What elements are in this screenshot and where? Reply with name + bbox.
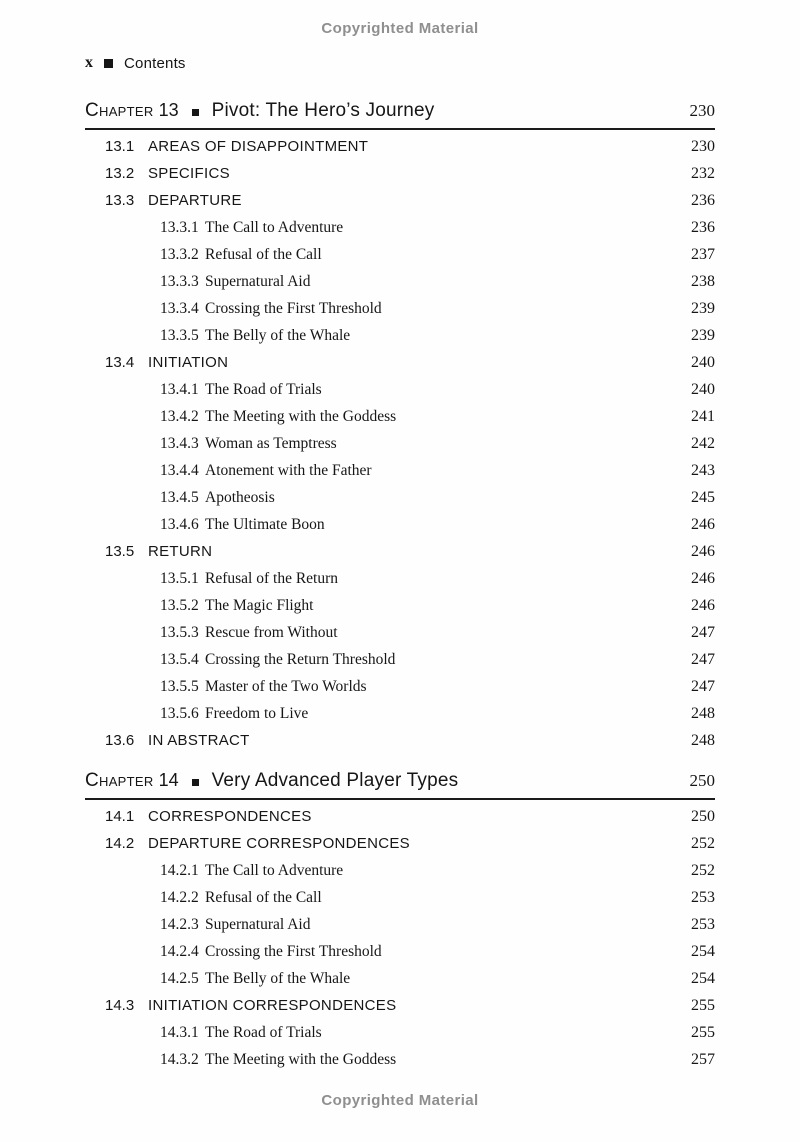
entry-title: The Meeting with the Goddess [205, 1050, 397, 1068]
entry-title: The Belly of the Whale [205, 969, 351, 987]
running-head-title: Contents [124, 54, 186, 72]
entry-title: The Belly of the Whale [205, 326, 351, 344]
entry-page-number: 252 [691, 861, 715, 879]
entry-title: INITIATION [148, 354, 229, 371]
toc-entry-row [85, 457, 715, 484]
chapter-heading-row [85, 100, 715, 124]
entry-page-number: 246 [691, 569, 715, 587]
entry-page-number: 246 [691, 515, 715, 533]
entry-number: 13.3 [105, 192, 135, 209]
entry-title: Freedom to Live [205, 704, 309, 722]
square-bullet-icon [192, 779, 199, 786]
entry-page-number: 247 [691, 623, 715, 641]
entry-title: The Ultimate Boon [205, 515, 325, 533]
entry-number: 14.1 [105, 808, 135, 825]
toc-entry-row [85, 700, 715, 727]
entry-title: The Road of Trials [205, 380, 322, 398]
entry-number: 13.3.5 [160, 326, 199, 344]
entry-title: Refusal of the Call [205, 245, 322, 263]
entry-number: 13.2 [105, 165, 135, 182]
square-bullet-icon [104, 59, 113, 68]
entry-number: 14.2.4 [160, 942, 199, 960]
toc-entry-row [85, 938, 715, 965]
chapter-block [85, 100, 715, 754]
chapter-rule [85, 128, 715, 130]
toc-entry-row [85, 803, 715, 830]
toc-entry-row [85, 1046, 715, 1073]
entry-page-number: 255 [691, 1023, 715, 1041]
entry-number: 14.3 [105, 997, 135, 1014]
entry-number: 14.2.1 [160, 861, 199, 879]
entry-title: Supernatural Aid [205, 272, 311, 290]
entry-page-number: 253 [691, 915, 715, 933]
toc-entry-row [85, 538, 715, 565]
entry-title: Refusal of the Return [205, 569, 339, 587]
chapter-bullet-wrap [185, 103, 206, 121]
folio-page-number: x [85, 54, 93, 71]
toc-entry-row [85, 430, 715, 457]
entry-title: IN ABSTRACT [148, 732, 250, 749]
entry-page-number: 230 [691, 137, 715, 155]
chapter-heading-row [85, 770, 715, 794]
entry-number: 13.6 [105, 732, 135, 749]
entry-page-number: 241 [691, 407, 715, 425]
entry-number: 13.5.2 [160, 596, 199, 614]
entry-number: 13.5.6 [160, 704, 199, 722]
entry-title: INITIATION CORRESPONDENCES [148, 997, 397, 1014]
toc-entry-row [85, 241, 715, 268]
entry-title: The Road of Trials [205, 1023, 322, 1041]
entry-page-number: 236 [691, 191, 715, 209]
entry-number: 13.4.6 [160, 515, 199, 533]
toc-entry-row [85, 214, 715, 241]
chapter-number: 14 [158, 770, 179, 790]
toc-entry-row [85, 295, 715, 322]
chapter-page-number: 250 [689, 771, 715, 790]
entry-title: Atonement with the Father [205, 461, 372, 479]
entry-title: DEPARTURE [148, 192, 242, 209]
toc-entry-row [85, 965, 715, 992]
toc-entry-row [85, 322, 715, 349]
entry-title: SPECIFICS [148, 165, 230, 182]
toc-entry-row [85, 830, 715, 857]
entry-number: 13.3.2 [160, 245, 199, 263]
entry-page-number: 243 [691, 461, 715, 479]
copyright-notice-top: Copyrighted Material [321, 20, 479, 37]
entry-title: Woman as Temptress [205, 434, 337, 452]
chapter-block [85, 770, 715, 1073]
page-header [85, 54, 186, 72]
chapter-title: Pivot: The Hero’s Journey [211, 100, 435, 121]
entry-page-number: 250 [691, 807, 715, 825]
entry-page-number: 237 [691, 245, 715, 263]
entry-number: 13.4 [105, 354, 135, 371]
entry-title: AREAS OF DISAPPOINTMENT [148, 138, 369, 155]
entry-title: The Magic Flight [205, 596, 314, 614]
chapter-label: Chapter [85, 770, 154, 791]
toc-entry-row [85, 727, 715, 754]
entry-number: 14.3.1 [160, 1023, 199, 1041]
toc-entry-row [85, 484, 715, 511]
entry-title: Refusal of the Call [205, 888, 322, 906]
chapter-page-number: 230 [689, 101, 715, 120]
toc-entry-row [85, 160, 715, 187]
entry-page-number: 248 [691, 704, 715, 722]
entry-number: 13.5.4 [160, 650, 199, 668]
entry-title: Master of the Two Worlds [205, 677, 367, 695]
entry-page-number: 239 [691, 299, 715, 317]
entry-title: The Meeting with the Goddess [205, 407, 397, 425]
entry-page-number: 242 [691, 434, 715, 452]
entry-page-number: 247 [691, 650, 715, 668]
entry-page-number: 240 [691, 353, 715, 371]
entry-title: Apotheosis [205, 488, 275, 506]
entry-title: The Call to Adventure [205, 218, 344, 236]
entry-page-number: 252 [691, 834, 715, 852]
chapter-label: Chapter [85, 100, 154, 121]
entry-page-number: 247 [691, 677, 715, 695]
entry-number: 13.3.3 [160, 272, 199, 290]
square-bullet-icon [192, 109, 199, 116]
entry-title: Crossing the Return Threshold [205, 650, 396, 668]
entry-number: 13.4.1 [160, 380, 199, 398]
entry-number: 13.3.1 [160, 218, 199, 236]
entry-title: Supernatural Aid [205, 915, 311, 933]
entry-title: The Call to Adventure [205, 861, 344, 879]
entry-page-number: 245 [691, 488, 715, 506]
entry-page-number: 240 [691, 380, 715, 398]
entry-page-number: 253 [691, 888, 715, 906]
entry-title: Crossing the First Threshold [205, 942, 382, 960]
toc-entry-row [85, 133, 715, 160]
chapter-rule [85, 798, 715, 800]
entry-page-number: 254 [691, 942, 715, 960]
toc-entry-row [85, 511, 715, 538]
entry-title: Rescue from Without [205, 623, 338, 641]
entry-page-number: 239 [691, 326, 715, 344]
entry-number: 13.1 [105, 138, 135, 155]
entry-page-number: 254 [691, 969, 715, 987]
entry-page-number: 236 [691, 218, 715, 236]
chapter-bullet-wrap [185, 773, 206, 791]
entry-title: DEPARTURE CORRESPONDENCES [148, 835, 410, 852]
entry-page-number: 246 [691, 596, 715, 614]
entry-number: 13.5 [105, 543, 135, 560]
entry-title: Crossing the First Threshold [205, 299, 382, 317]
entry-number: 14.2.2 [160, 888, 199, 906]
toc-entry-row [85, 857, 715, 884]
toc-entry-row [85, 646, 715, 673]
copyright-notice-bottom: Copyrighted Material [321, 1092, 479, 1109]
toc-entry-row [85, 884, 715, 911]
toc-entry-row [85, 619, 715, 646]
entry-number: 14.2.3 [160, 915, 199, 933]
toc-entry-row [85, 403, 715, 430]
entry-number: 13.5.1 [160, 569, 199, 587]
toc-entry-row [85, 592, 715, 619]
entry-number: 13.4.3 [160, 434, 199, 452]
chapter-number: 13 [158, 100, 179, 120]
entry-number: 13.5.5 [160, 677, 199, 695]
entry-page-number: 246 [691, 542, 715, 560]
entry-title: RETURN [148, 543, 213, 560]
toc [85, 100, 715, 1073]
toc-entry-row [85, 565, 715, 592]
entry-number: 13.4.2 [160, 407, 199, 425]
entry-number: 14.3.2 [160, 1050, 199, 1068]
entry-number: 13.4.5 [160, 488, 199, 506]
entry-page-number: 232 [691, 164, 715, 182]
chapter-title: Very Advanced Player Types [211, 770, 459, 791]
toc-entry-row [85, 187, 715, 214]
toc-entry-row [85, 376, 715, 403]
entry-number: 14.2 [105, 835, 135, 852]
toc-entry-row [85, 1019, 715, 1046]
entry-page-number: 255 [691, 996, 715, 1014]
toc-entry-row [85, 268, 715, 295]
entry-number: 13.3.4 [160, 299, 199, 317]
entry-page-number: 248 [691, 731, 715, 749]
entry-number: 13.5.3 [160, 623, 199, 641]
toc-entry-row [85, 349, 715, 376]
entry-page-number: 257 [691, 1050, 715, 1068]
toc-entry-row [85, 992, 715, 1019]
entry-title: CORRESPONDENCES [148, 808, 312, 825]
entry-number: 14.2.5 [160, 969, 199, 987]
toc-entry-row [85, 911, 715, 938]
toc-entry-row [85, 673, 715, 700]
entry-number: 13.4.4 [160, 461, 199, 479]
entry-page-number: 238 [691, 272, 715, 290]
